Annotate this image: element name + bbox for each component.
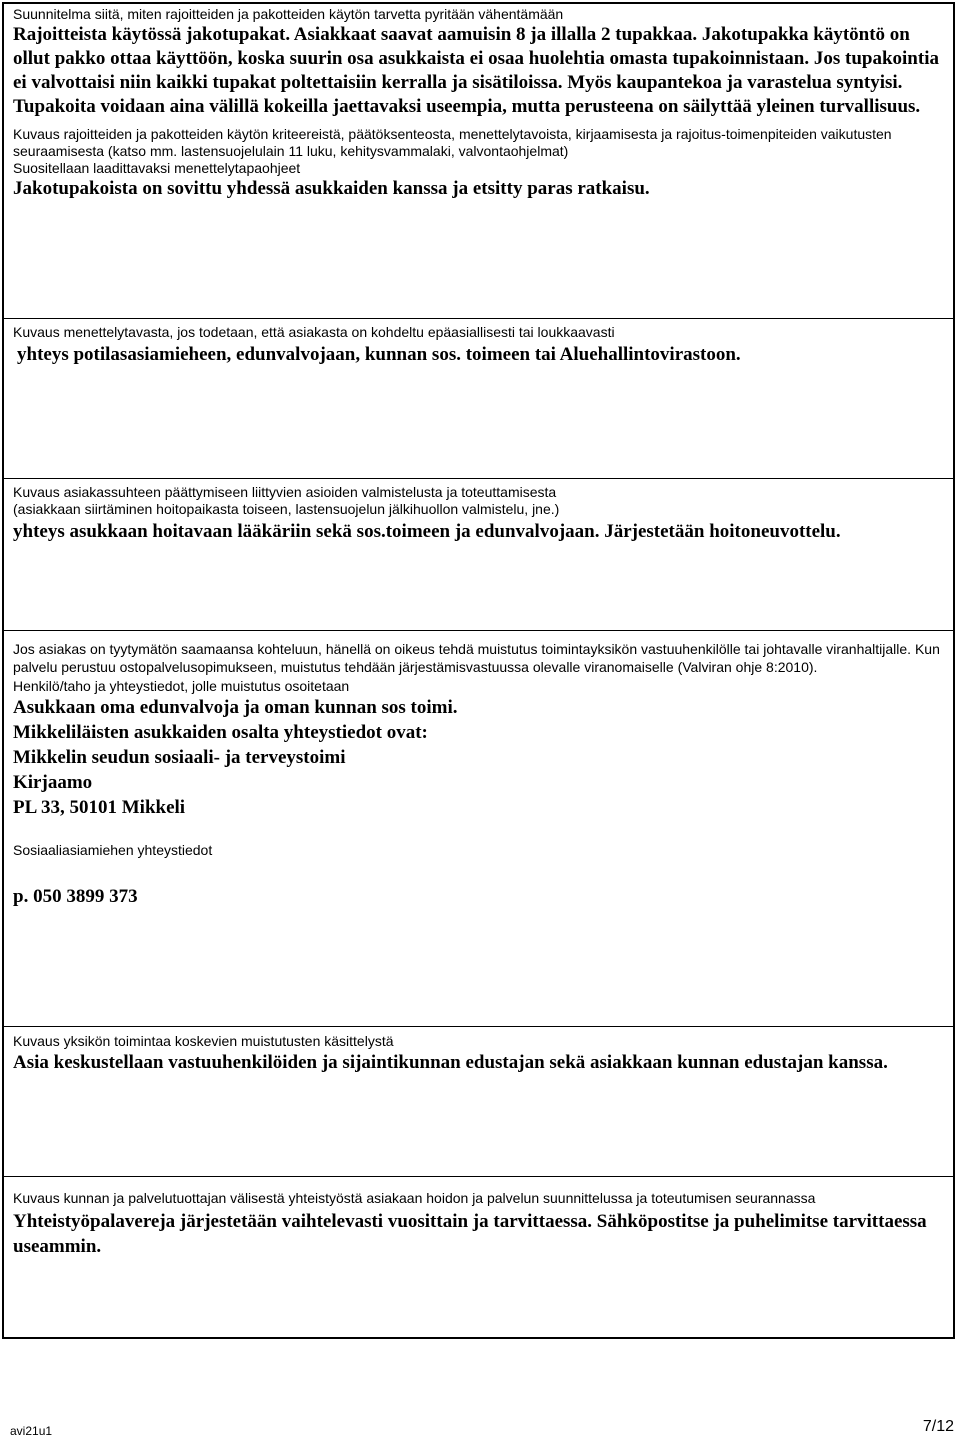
contact-line-5: PL 33, 50101 Mikkeli — [13, 797, 186, 818]
ombudsman-label: Sosiaaliasiamiehen yhteystiedot — [13, 842, 213, 858]
section-inappropriate-treatment — [4, 318, 953, 476]
contact-line-1: Asukkaan oma edunvalvoja ja oman kunnan sos toimi. — [13, 697, 458, 718]
footer-page-number: 7/12 — [922, 1418, 954, 1435]
section-description: Kuvaus rajoitteiden ja pakotteiden käytön kriteereistä, päätöksenteosta, menettelytavoista, kirjaamisesta ja rajoitus-toimenpiteiden vaikutusten seuraamisesta (katso mm. lastensuojelulain 11 luku, kehitysvammalaki, valvontaohjelmat) — [13, 126, 892, 159]
section-body: Rajoitteista käytössä jakotupakat. Asiakkaat saavat aamuisin 8 ja illalla 2 tupakkaa. Jakotupakka käytöntö on ollut pakko ottaa käyttöön, koska suurin osa asukkaista ei osaa huolehtia omasta tupakoinnistaan. Jos tupakointia ei valvottaisi niin kaikki tupakat poltettaisiin kerralla ja sisätiloissa. Myös kaupantekoa ja varastelua syntyisi. Tupakoita voidaan aina välillä kokeilla jaettavaksi useempia, mutta perusteena on säilyttää yleinen turvallisuus. — [13, 24, 939, 117]
section-answer: Yhteistyöpalavereja järjestetään vaihtelevasti vuosittain ja tarvittaessa. Sähköpostitse ja puhelimitse tarvittaessa useammin. — [13, 1211, 927, 1257]
section-answer: Jakotupakoista on sovittu yhdessä asukkaiden kanssa ja etsitty paras ratkaisu. — [13, 178, 650, 199]
section-description: Kuvaus yksikön toimintaa koskevien muistutusten käsittelystä — [13, 1033, 394, 1049]
section-answer: yhteys asukkaan hoitavaan lääkäriin sekä sos.toimeen ja edunvalvojaan. Järjestetään hoitoneuvottelu. — [13, 521, 841, 542]
contact-line-4: Kirjaamo — [13, 772, 93, 793]
section-recommendation: Suositellaan laadittavaksi menettelytapaohjeet — [13, 160, 301, 176]
section-description-line-1: Kuvaus asiakassuhteen päättymiseen liittyvien asioiden valmistelusta ja toteuttamisesta — [13, 484, 557, 500]
contact-line-2: Mikkeliläisten asukkaiden osalta yhteystiedot ovat: — [13, 722, 428, 743]
form-frame — [2, 2, 955, 1339]
person-label: Henkilö/taho ja yhteystiedot, jolle muistutus osoitetaan — [13, 678, 350, 694]
section-description: Kuvaus menettelytavasta, jos todetaan, että asiakasta on kohdeltu epäasiallisesti tai loukkaavasti — [13, 324, 615, 340]
footer-form-code: avi21u1 — [10, 1424, 53, 1438]
section-answer: yhteys potilasasiamieheen, edunvalvojaan, kunnan sos. toimeen tai Aluehallintovirastoon. — [17, 344, 741, 365]
section-complaint-handling — [4, 1026, 953, 1174]
section-cooperation — [4, 1176, 953, 1337]
section-complaint — [4, 630, 953, 974]
section-answer: Asia keskustellaan vastuuhenkilöiden ja sijaintikunnan edustajan sekä asiakkaan kunnan edustajan kanssa. — [13, 1052, 888, 1073]
section-description: Jos asiakas on tyytymätön saamaansa kohteluun, hänellä on oikeus tehdä muistutus toimintayksikön vastuuhenkilölle tai johtavalle viranhaltijalle. Kun palvelu perustuu ostopalvelusopimukseen, muistutus tehdään järjestämisvastuussa olevalle viranomaiselle (Valviran ohje 8:2010). — [13, 641, 940, 675]
section-restrictions — [4, 6, 953, 316]
section-client-relationship-end — [4, 478, 953, 628]
section-description-line-2: (asiakkaan siirtäminen hoitopaikasta toiseen, lastensuojelun jälkihuollon valmistelu, jne.) — [13, 501, 560, 517]
section-heading: Suunnitelma siitä, miten rajoitteiden ja pakotteiden käytön tarvetta pyritään vähentämään — [13, 6, 564, 22]
ombudsman-phone: p. 050 3899 373 — [13, 886, 138, 907]
contact-line-3: Mikkelin seudun sosiaali- ja terveystoimi — [13, 747, 346, 768]
section-description: Kuvaus kunnan ja palvelutuottajan välisestä yhteistyöstä asiakaan hoidon ja palvelun suunnittelussa ja toteutumisen seurannassa — [13, 1190, 816, 1206]
